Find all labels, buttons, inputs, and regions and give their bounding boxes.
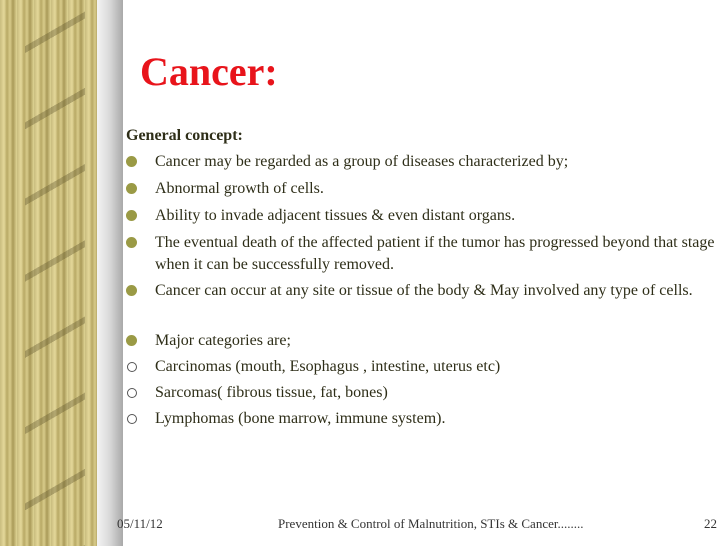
item-text: Abnormal growth of cells. — [155, 180, 324, 197]
bullet-icon — [126, 285, 137, 296]
hollow-bullet-icon — [127, 388, 137, 398]
list-item — [155, 356, 715, 378]
slide-title: Cancer: — [140, 49, 278, 94]
item-text: Major categories are; — [155, 332, 291, 349]
list-item — [155, 408, 715, 430]
bullet-icon — [126, 210, 137, 221]
page-number: 22 — [704, 516, 717, 531]
item-text: Carcinomas (mouth, Esophagus , intestine, uterus etc) — [155, 358, 501, 375]
list-item — [155, 330, 715, 352]
list-item — [155, 232, 715, 276]
list-item — [155, 205, 715, 227]
footer-caption: Prevention & Control of Malnutrition, STIs & Cancer........ — [278, 516, 584, 531]
list-item — [155, 280, 715, 302]
item-text: Sarcomas( fibrous tissue, fat, bones) — [155, 384, 388, 401]
bullet-icon — [126, 156, 137, 167]
footer-date: 05/11/12 — [117, 516, 163, 531]
bullet-icon — [126, 335, 137, 346]
decorative-side-band — [0, 0, 97, 546]
item-text: The eventual death of the affected patient if the tumor has progressed beyond that stage when it can be successfully removed. — [155, 234, 715, 273]
decorative-shadow — [97, 0, 123, 546]
bullet-icon — [126, 183, 137, 194]
hollow-bullet-icon — [127, 414, 137, 424]
list-item — [155, 178, 715, 200]
section-heading: General concept: — [126, 127, 243, 144]
item-text: Cancer can occur at any site or tissue of the body & May involved any type of cells. — [155, 282, 693, 299]
item-text: Ability to invade adjacent tissues & even distant organs. — [155, 207, 516, 224]
bullet-icon — [126, 237, 137, 248]
hollow-bullet-icon — [127, 362, 137, 372]
list-item — [155, 151, 715, 173]
list-item — [155, 382, 715, 404]
item-text: Cancer may be regarded as a group of diseases characterized by; — [155, 153, 569, 170]
item-text: Lymphomas (bone marrow, immune system). — [155, 410, 446, 427]
